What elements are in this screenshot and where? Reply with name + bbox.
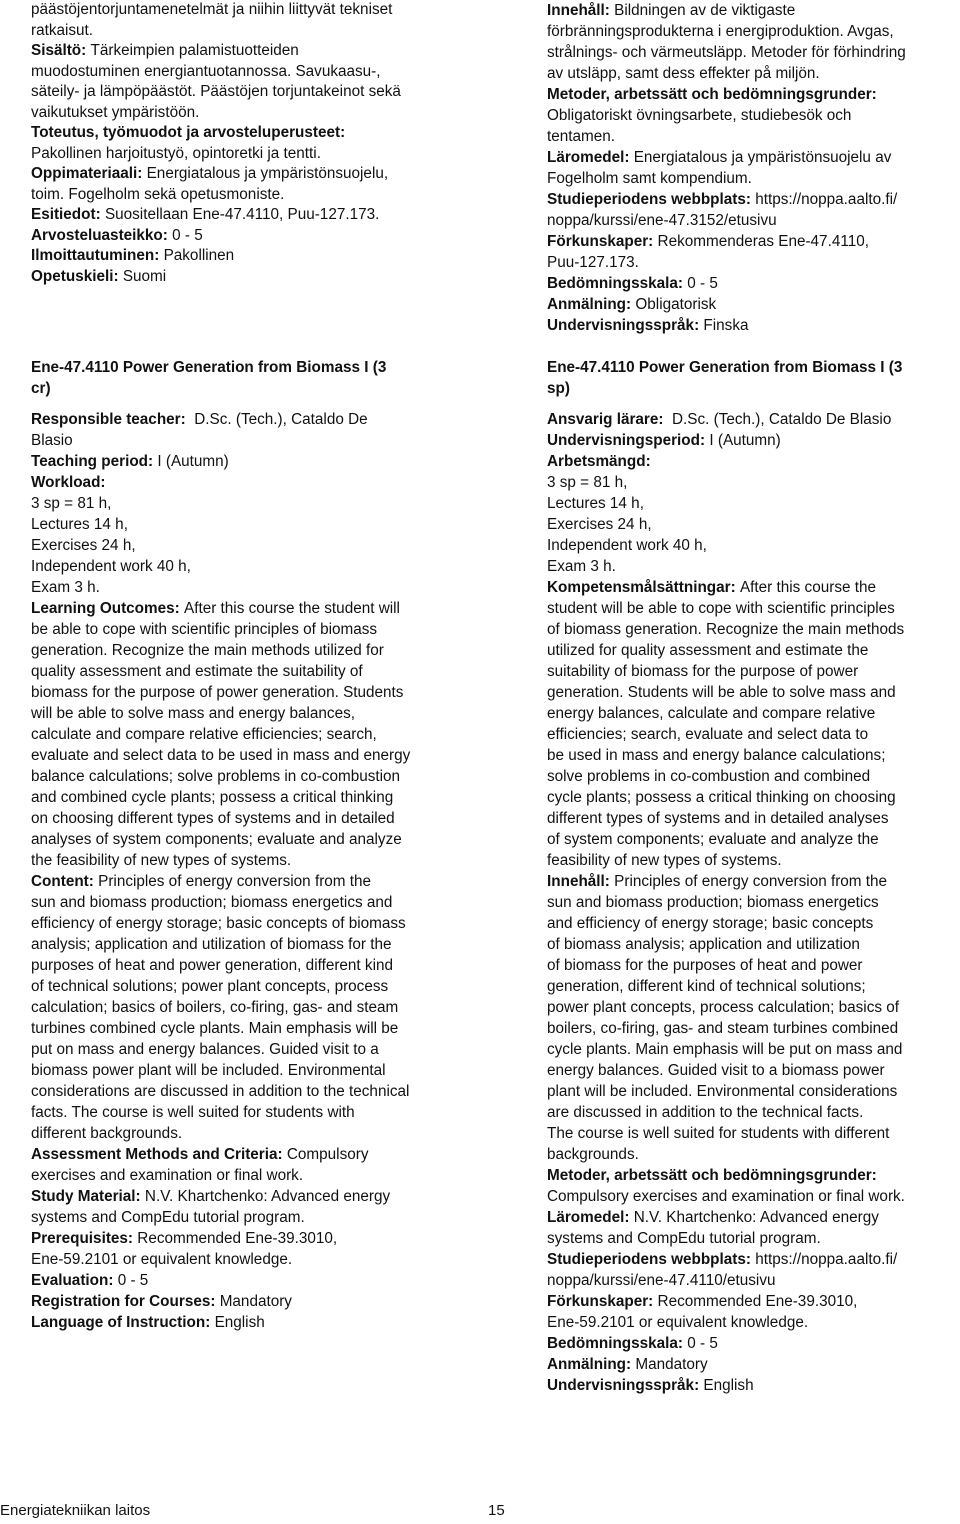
- field-text: 3 sp = 81 h,: [547, 474, 628, 491]
- field-text: vaikutukset ympäristöön.: [31, 103, 200, 121]
- field-label: Toteutus, työmuodot ja arvosteluperusteet:: [31, 124, 346, 141]
- text-line: [31, 871, 410, 892]
- text-line: [31, 451, 410, 472]
- field-text: Energiatalous ja ympäristönsuojelu,: [146, 165, 389, 182]
- field-text: quality assessment and estimate the suitability of: [31, 663, 363, 680]
- text-line: [31, 246, 401, 267]
- field-text: Principles of energy conversion from the: [614, 873, 888, 890]
- field-text: feasibility of new types of systems.: [547, 852, 782, 869]
- course-title-line: sp): [547, 380, 570, 397]
- text-line: [547, 661, 905, 682]
- text-line: [547, 1312, 905, 1333]
- field-label: Ilmoittautuminen:: [31, 247, 164, 264]
- text-line: [547, 640, 905, 661]
- text-line: [31, 185, 401, 206]
- text-line: [31, 1081, 410, 1102]
- field-text: systems and CompEdu tutorial program.: [31, 1209, 305, 1226]
- text-line: [547, 1333, 905, 1354]
- text-line: [31, 409, 410, 430]
- text-line: [547, 168, 906, 189]
- course-title-line: Ene-47.4110 Power Generation from Biomass I (3: [31, 359, 387, 376]
- text-line: [547, 210, 906, 231]
- field-text: of biomass analysis; application and utilization: [547, 936, 860, 953]
- field-text: Exam 3 h.: [31, 579, 100, 596]
- page-number: 15: [488, 1502, 505, 1519]
- text-line: [547, 84, 906, 105]
- field-label: Teaching period:: [31, 453, 158, 470]
- text-line: [31, 1165, 410, 1186]
- field-text: Recommended Ene-39.3010,: [657, 1293, 858, 1310]
- text-line: [31, 766, 410, 787]
- field-label: Läromedel:: [547, 149, 634, 166]
- field-text: D.Sc. (Tech.), Cataldo De Blasio: [667, 411, 892, 428]
- text-line: [547, 934, 905, 955]
- text-line: [547, 829, 905, 850]
- field-text: English: [703, 1377, 754, 1394]
- field-text: student will be able to cope with scientific principles: [547, 600, 895, 617]
- text-line: [547, 252, 906, 273]
- text-line: [31, 913, 410, 934]
- field-label: Bedömningsskala:: [547, 1335, 688, 1352]
- field-text: considerations are discussed in addition to the technical: [31, 1083, 410, 1100]
- field-label: Läromedel:: [547, 1209, 634, 1226]
- field-label: Förkunskaper:: [547, 1293, 658, 1310]
- field-label: Undervisningsspråk:: [547, 1377, 704, 1394]
- text-line: [31, 1102, 410, 1123]
- field-text: Finska: [703, 317, 749, 334]
- field-text: English: [214, 1314, 265, 1331]
- text-line: [31, 1228, 410, 1249]
- field-text: turbines combined cycle plants. Main emphasis will be: [31, 1020, 399, 1037]
- text-line: [547, 997, 905, 1018]
- text-line: [547, 892, 905, 913]
- field-text: calculate and compare relative efficiencies; search,: [31, 726, 377, 743]
- text-line: [547, 808, 905, 829]
- text-line: [547, 189, 906, 210]
- field-text: muodostuminen energiantuotannossa. Savukaasu-,: [31, 62, 381, 80]
- text-line: [31, 41, 401, 62]
- text-line: [31, 0, 401, 21]
- field-label: Content:: [31, 873, 99, 890]
- field-text: 3 sp = 81 h,: [31, 495, 112, 512]
- field-text: of system components; evaluate and analyze the: [547, 831, 879, 848]
- text-line: [547, 1060, 905, 1081]
- field-text: be able to cope with scientific principles of biomass: [31, 621, 378, 638]
- field-text: efficiencies; search, evaluate and select data to: [547, 726, 869, 743]
- field-label: Undervisningsperiod:: [547, 432, 710, 449]
- text-line: [31, 661, 410, 682]
- field-text: Exercises 24 h,: [31, 537, 136, 554]
- text-line: [547, 535, 905, 556]
- text-line: [547, 1186, 905, 1207]
- field-text: biomass for the purpose of power generation. Students: [31, 684, 404, 701]
- field-text: Exercises 24 h,: [547, 516, 652, 533]
- text-line: [31, 1312, 410, 1333]
- field-text: Principles of energy conversion from the: [98, 873, 372, 890]
- field-text: I (Autumn): [157, 453, 229, 470]
- field-text: will be able to solve mass and energy balances,: [31, 705, 355, 722]
- field-text: Compulsory: [286, 1146, 369, 1163]
- field-text: of biomass for the purposes of heat and power: [547, 957, 863, 974]
- text-line: [31, 1186, 410, 1207]
- text-line: [31, 21, 401, 42]
- text-line: [31, 144, 401, 165]
- field-text: säteily- ja lämpöpäästöt. Päästöjen torjuntakeinot sekä: [31, 83, 401, 100]
- field-text: Exam 3 h.: [547, 558, 616, 575]
- field-text: analysis; application and utilization of biomass for the: [31, 936, 392, 953]
- course-title-line: cr): [31, 380, 51, 397]
- text-line: [31, 556, 410, 577]
- text-line: [31, 103, 401, 124]
- field-label: Sisältö:: [31, 42, 91, 59]
- text-line: [31, 514, 410, 535]
- field-text: power plant concepts, process calculation; basics of: [547, 999, 900, 1016]
- field-text: päästöjentorjuntamenetelmät ja niihin liittyvät tekniset: [31, 1, 393, 18]
- text-line: [547, 147, 906, 168]
- text-line: [547, 21, 906, 42]
- field-text: generation. Recognize the main methods utilized for: [31, 642, 384, 659]
- text-line: [31, 997, 410, 1018]
- field-text: tentamen.: [547, 128, 616, 145]
- field-label: Oppimateriaali:: [31, 165, 147, 182]
- field-label: Workload:: [31, 474, 106, 491]
- field-text: Blasio: [31, 432, 73, 449]
- text-line: [31, 724, 410, 745]
- text-line: [31, 934, 410, 955]
- field-text: purposes of heat and power generation, different kind: [31, 957, 393, 974]
- text-line: [547, 42, 906, 63]
- field-text: toim. Fogelholm sekä opetusmoniste.: [31, 185, 285, 203]
- field-label: Studieperiodens webbplats:: [547, 191, 756, 208]
- text-line: [547, 1018, 905, 1039]
- field-text: different backgrounds.: [31, 1125, 183, 1142]
- course-title-line: Ene-47.4110 Power Generation from Biomass I (3: [547, 359, 903, 376]
- text-line: [547, 577, 905, 598]
- text-line: [547, 1102, 905, 1123]
- field-text: Independent work 40 h,: [547, 537, 707, 554]
- field-text: 0 - 5: [172, 226, 203, 244]
- left-course-title: [31, 357, 386, 399]
- text-line: [547, 105, 906, 126]
- field-label: Learning Outcomes:: [31, 600, 184, 617]
- right-course-body: [547, 409, 905, 1396]
- field-text: Pakollinen harjoitustyö, opintoretki ja tentti.: [31, 144, 321, 162]
- text-line: [31, 493, 410, 514]
- field-text: on choosing different types of systems and in detailed: [31, 810, 395, 827]
- text-line: [547, 1291, 905, 1312]
- text-line: [547, 514, 905, 535]
- text-line: [31, 472, 410, 493]
- text-line: [547, 0, 906, 21]
- field-label: Studieperiodens webbplats:: [547, 1251, 756, 1268]
- text-line: [547, 745, 905, 766]
- field-text: After this course the: [739, 579, 876, 596]
- field-text: noppa/kurssi/ene-47.4110/etusivu: [547, 1272, 776, 1289]
- field-text: Obligatoriskt övningsarbete, studiebesök och: [547, 107, 852, 124]
- text-line: [31, 577, 410, 598]
- field-text: utilized for quality assessment and estimate the: [547, 642, 869, 659]
- text-line: [31, 82, 401, 103]
- field-text: cycle plants; possess a critical thinking on choosing: [547, 789, 896, 806]
- field-text: Pakollinen: [163, 247, 235, 264]
- text-line: [31, 1270, 410, 1291]
- field-text: Lectures 14 h,: [31, 516, 128, 533]
- field-label: Opetuskieli:: [31, 267, 123, 285]
- field-text: Lectures 14 h,: [547, 495, 644, 512]
- field-label: Bedömningsskala:: [547, 275, 688, 292]
- text-line: [547, 682, 905, 703]
- text-line: [547, 1228, 905, 1249]
- text-line: [547, 294, 906, 315]
- text-line: [31, 1249, 410, 1270]
- text-line: [547, 556, 905, 577]
- field-text: 0 - 5: [687, 275, 718, 292]
- field-text: generation, different kind of technical solutions;: [547, 978, 866, 995]
- text-line: [31, 1018, 410, 1039]
- field-text: energy balances, calculate and compare relative: [547, 705, 876, 722]
- field-text: Mandatory: [635, 1356, 708, 1373]
- field-text: the feasibility of new types of systems.: [31, 852, 292, 869]
- text-line: [547, 1144, 905, 1165]
- field-text: of technical solutions; power plant concepts, process: [31, 978, 389, 995]
- field-text: Rekommenderas Ene-47.4110,: [657, 233, 869, 250]
- field-text: After this course the student will: [184, 600, 400, 617]
- text-line: [547, 724, 905, 745]
- field-label: Förkunskaper:: [547, 233, 658, 250]
- field-text: Tärkeimpien palamistuotteiden: [90, 42, 299, 59]
- field-text: evaluate and select data to be used in mass and energy: [31, 747, 411, 764]
- right-top-section: [547, 0, 906, 336]
- field-text: Obligatorisk: [635, 296, 717, 313]
- text-line: [547, 451, 905, 472]
- field-label: Study Material:: [31, 1188, 145, 1205]
- text-line: [547, 63, 906, 84]
- field-label: Evaluation:: [31, 1272, 118, 1289]
- text-line: [31, 1123, 410, 1144]
- field-text: Suomi: [122, 267, 167, 285]
- field-text: https://noppa.aalto.fi/: [755, 191, 898, 208]
- field-text: generation. Students will be able to solve mass and: [547, 684, 896, 701]
- text-line: [547, 913, 905, 934]
- field-text: of biomass generation. Recognize the main methods: [547, 621, 905, 638]
- field-text: Ene-59.2101 or equivalent knowledge.: [547, 1314, 809, 1331]
- field-label: Innehåll:: [547, 2, 615, 19]
- text-line: [31, 535, 410, 556]
- text-line: [547, 1270, 905, 1291]
- text-line: [31, 164, 401, 185]
- field-text: exercises and examination or final work.: [31, 1167, 304, 1184]
- field-text: Compulsory exercises and examination or final work.: [547, 1188, 905, 1205]
- field-text: solve problems in co-combustion and combined: [547, 768, 871, 785]
- text-line: [547, 955, 905, 976]
- field-text: suitability of biomass for the purpose of power: [547, 663, 859, 680]
- text-line: [547, 1354, 905, 1375]
- field-label: Kompetensmålsättningar:: [547, 579, 740, 596]
- text-line: [31, 787, 410, 808]
- text-line: [547, 1249, 905, 1270]
- text-line: [31, 640, 410, 661]
- text-line: [547, 315, 906, 336]
- field-label: Registration for Courses:: [31, 1293, 220, 1310]
- text-line: [547, 976, 905, 997]
- text-line: [547, 598, 905, 619]
- field-text: noppa/kurssi/ene-47.3152/etusivu: [547, 212, 777, 229]
- text-line: [547, 126, 906, 147]
- field-text: Recommended Ene-39.3010,: [137, 1230, 338, 1247]
- text-line: [31, 62, 401, 83]
- text-line: [547, 619, 905, 640]
- field-text: Bildningen av de viktigaste: [614, 2, 796, 19]
- field-text: sun and biomass production; biomass energetics and: [31, 894, 393, 911]
- field-text: Energiatalous ja ympäristönsuojelu av: [633, 149, 892, 166]
- field-text: are discussed in addition to the technical facts.: [547, 1104, 864, 1121]
- text-line: [31, 976, 410, 997]
- field-text: N.V. Khartchenko: Advanced energy: [633, 1209, 879, 1226]
- field-text: balance calculations; solve problems in co-combustion: [31, 768, 401, 785]
- text-line: [31, 1039, 410, 1060]
- field-text: put on mass and energy balances. Guided visit to a: [31, 1041, 379, 1058]
- text-line: [31, 829, 410, 850]
- field-text: cycle plants. Main emphasis will be put on mass and: [547, 1041, 903, 1058]
- footer-department: Energiatekniikan laitos: [0, 1502, 151, 1519]
- text-line: [31, 892, 410, 913]
- text-line: [31, 619, 410, 640]
- text-line: [31, 205, 401, 226]
- field-label: Language of Instruction:: [31, 1314, 215, 1331]
- text-line: [547, 1123, 905, 1144]
- text-line: [547, 273, 906, 294]
- field-text: https://noppa.aalto.fi/: [755, 1251, 898, 1268]
- field-text: analyses of system components; evaluate and analyze: [31, 831, 402, 848]
- text-line: [31, 850, 410, 871]
- text-line: [31, 1291, 410, 1312]
- field-text: The course is well suited for students with different: [547, 1125, 890, 1142]
- page-footer: [0, 1502, 960, 1522]
- field-text: backgrounds.: [547, 1146, 639, 1163]
- field-label: Esitiedot:: [31, 206, 105, 223]
- text-line: [547, 871, 905, 892]
- text-line: [31, 745, 410, 766]
- field-label: Metoder, arbetssätt och bedömningsgrunder:: [547, 1167, 877, 1184]
- text-line: [31, 955, 410, 976]
- field-label: Innehåll:: [547, 873, 615, 890]
- field-text: sun and biomass production; biomass energetics: [547, 894, 879, 911]
- field-text: be used in mass and energy balance calculations;: [547, 747, 886, 764]
- text-line: [31, 267, 401, 288]
- field-text: facts. The course is well suited for students with: [31, 1104, 355, 1121]
- text-line: [547, 409, 905, 430]
- text-line: [31, 226, 401, 247]
- text-line: [31, 1144, 410, 1165]
- field-text: D.Sc. (Tech.), Cataldo De: [189, 411, 368, 428]
- field-text: av utsläpp, samt dess effekter på miljön.: [547, 65, 820, 82]
- field-label: Responsible teacher:: [31, 411, 190, 428]
- field-label: Prerequisites:: [31, 1230, 138, 1247]
- field-text: biomass power plant will be included. Environmental: [31, 1062, 386, 1079]
- field-text: N.V. Khartchenko: Advanced energy: [144, 1188, 391, 1205]
- text-line: [547, 766, 905, 787]
- text-line: [31, 430, 410, 451]
- field-label: Arvosteluasteikko:: [31, 226, 173, 244]
- text-line: [547, 1039, 905, 1060]
- field-text: Independent work 40 h,: [31, 558, 191, 575]
- field-text: plant will be included. Environmental considerations: [547, 1083, 898, 1100]
- field-text: strålnings- och värmeutsläpp. Metoder för förhindring: [547, 44, 906, 61]
- text-line: [547, 703, 905, 724]
- left-course-body: [31, 409, 410, 1333]
- field-text: 0 - 5: [117, 1272, 149, 1289]
- field-text: I (Autumn): [709, 432, 781, 449]
- text-line: [31, 808, 410, 829]
- text-line: [31, 598, 410, 619]
- field-text: and efficiency of energy storage; basic concepts: [547, 915, 874, 932]
- text-line: [547, 850, 905, 871]
- field-text: Suositellaan Ene-47.4110, Puu-127.173.: [104, 206, 380, 223]
- text-line: [547, 1165, 905, 1186]
- field-text: efficiency of energy storage; basic concepts of biomass: [31, 915, 406, 932]
- text-line: [547, 1081, 905, 1102]
- field-text: Mandatory: [219, 1293, 292, 1310]
- field-text: Fogelholm samt kompendium.: [547, 170, 752, 187]
- text-line: [547, 472, 905, 493]
- field-label: Ansvarig lärare:: [547, 411, 668, 428]
- text-line: [547, 787, 905, 808]
- right-course-title: [547, 357, 902, 399]
- text-line: [31, 682, 410, 703]
- text-line: [547, 430, 905, 451]
- field-text: ratkaisut.: [31, 21, 94, 39]
- text-line: [547, 231, 906, 252]
- text-line: [31, 1060, 410, 1081]
- text-line: [31, 123, 401, 144]
- field-text: different types of systems and in detailed analyses: [547, 810, 889, 827]
- field-text: and combined cycle plants; possess a critical thinking: [31, 789, 394, 806]
- text-line: [547, 493, 905, 514]
- field-text: Ene-59.2101 or equivalent knowledge.: [31, 1251, 293, 1268]
- field-label: Arbetsmängd:: [547, 453, 651, 470]
- text-line: [547, 1207, 905, 1228]
- field-text: Puu-127.173.: [547, 254, 639, 271]
- field-label: Anmälning:: [547, 296, 636, 313]
- field-label: Undervisningsspråk:: [547, 317, 704, 334]
- text-line: [31, 1207, 410, 1228]
- text-line: [31, 703, 410, 724]
- field-text: 0 - 5: [687, 1335, 718, 1352]
- field-text: calculation; basics of boilers, co-firing, gas- and steam: [31, 999, 399, 1016]
- field-text: energy balances. Guided visit to a biomass power: [547, 1062, 885, 1079]
- left-top-section: [31, 0, 401, 287]
- field-text: systems and CompEdu tutorial program.: [547, 1230, 821, 1247]
- field-label: Anmälning:: [547, 1356, 636, 1373]
- field-text: boilers, co-firing, gas- and steam turbines combined: [547, 1020, 899, 1037]
- field-label: Metoder, arbetssätt och bedömningsgrunder:: [547, 86, 877, 103]
- text-line: [547, 1375, 905, 1396]
- field-text: förbränningsprodukterna i energiproduktion. Avgas,: [547, 23, 894, 40]
- field-label: Assessment Methods and Criteria:: [31, 1146, 287, 1163]
